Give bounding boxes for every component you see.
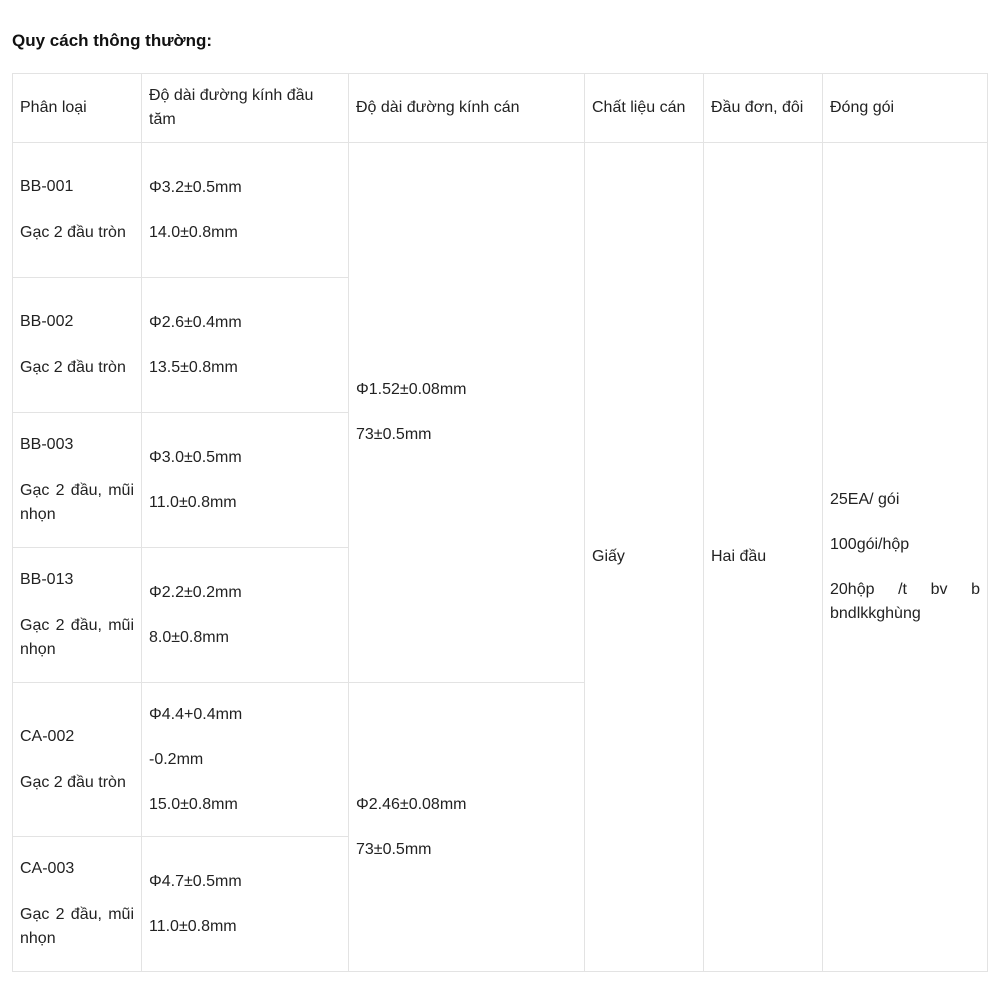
product-code: BB-013 [20,571,74,588]
head-dim-cell [142,548,349,683]
head-diameter: Φ4.7±0.5mm [149,872,242,890]
head-length: 8.0±0.8mm [149,628,229,646]
header-head-dim: Độ dài đường kính đầu tăm [142,74,349,143]
head-length: 11.0±0.8mm [149,493,237,511]
packing-line-2: 100gói/hộp [830,536,910,553]
head-diameter: Φ3.0±0.5mm [149,448,242,466]
packing-line-1: 25EA/ gói [830,491,900,508]
head-dim-cell [142,278,349,413]
product-code: BB-001 [20,178,74,195]
head-dim-cell [142,837,349,972]
handle-diameter: Φ2.46±0.08mm [356,795,467,813]
material-cell: Giấy [585,143,704,972]
header-material: Chất liệu cán [585,74,704,143]
header-ends: Đầu đơn, đôi [704,74,823,143]
head-tolerance: -0.2mm [149,750,204,768]
table-row [13,143,988,278]
head-dim-cell [142,143,349,278]
product-code: CA-003 [20,860,75,877]
handle-length: 73±0.5mm [356,426,432,443]
product-code: BB-003 [20,436,74,453]
packing-line-3: 20hộp /t bv b bndlkkghùng [830,581,980,622]
head-dim-cell [142,413,349,548]
product-desc: Gạc 2 đầu, mũi nhọn [20,617,134,658]
header-category: Phân loại [13,74,142,143]
head-diameter: Φ3.2±0.5mm [149,178,242,196]
category-cell [13,143,142,278]
head-diameter: Φ2.6±0.4mm [149,313,242,331]
handle-diameter: Φ1.52±0.08mm [356,381,467,398]
ends-cell: Hai đầu [704,143,823,972]
product-desc: Gạc 2 đầu tròn [20,224,126,241]
table-header-row [13,74,988,143]
category-cell [13,837,142,972]
product-desc: Gạc 2 đầu tròn [20,773,126,791]
head-length: 13.5±0.8mm [149,358,238,376]
category-cell [13,548,142,683]
handle-dim-cell [349,683,585,972]
spec-table [12,73,988,972]
handle-dim-cell [349,143,585,683]
product-code: BB-002 [20,313,74,330]
product-desc: Gạc 2 đầu, mũi nhọn [20,906,134,947]
head-length: 14.0±0.8mm [149,223,238,241]
header-handle-dim: Độ dài đường kính cán [349,74,585,143]
product-desc: Gạc 2 đầu, mũi nhọn [20,482,134,523]
handle-length: 73±0.5mm [356,840,432,858]
head-diameter: Φ4.4+0.4mm [149,705,243,723]
category-cell [13,413,142,548]
page-title: Quy cách thông thường: [12,31,213,50]
category-cell [13,278,142,413]
head-dim-cell [142,683,349,837]
category-cell [13,683,142,837]
head-length: 11.0±0.8mm [149,917,237,935]
head-length: 15.0±0.8mm [149,795,238,813]
header-packing: Đóng gói [823,74,988,143]
packing-cell [823,143,988,972]
product-code: CA-002 [20,727,75,745]
product-desc: Gạc 2 đầu tròn [20,359,126,376]
head-diameter: Φ2.2±0.2mm [149,583,242,601]
